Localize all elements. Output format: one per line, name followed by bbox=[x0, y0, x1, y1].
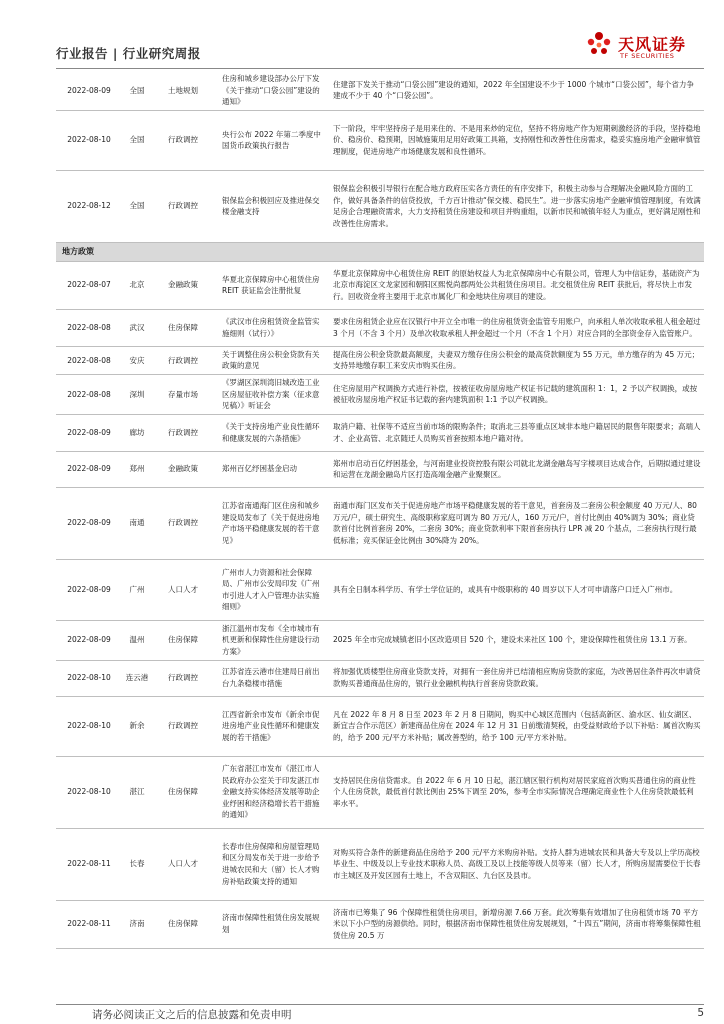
report-type-title: 行业报告 | 行业研究周报 bbox=[56, 46, 201, 61]
row-category: 行政调控 bbox=[152, 414, 214, 451]
row-policy-content: 要求住房租赁企业应在汉银行中开立全市唯一的住房租赁资金监管专用账户，向承租人单次收取承租人租金超过 3 个月（不含 3 个月）及单次收取承租人押金超过一个月（不含 1 个月）对应合同的全部资金存入监管账户。 bbox=[325, 309, 704, 346]
row-region: 武汉 bbox=[122, 309, 152, 346]
row-date: 2022-08-09 bbox=[56, 620, 122, 660]
row-policy-content: 住宅房屋用产权调换方式进行补偿，按被征收房屋房地产权证书记载的建筑面积 1：1，2 予以产权调换，或按被征收房屋房地产权证书记载的套内建筑面积 1:1 予以产权调换。 bbox=[325, 374, 704, 414]
table-row bbox=[56, 71, 704, 110]
policy-table bbox=[56, 71, 704, 949]
row-policy-content: 华夏北京保障房中心租赁住房 REIT 的原始权益人为北京保障房中心有限公司，管理人为中信证券，基础资产为北京市海淀区文龙家园和朝阳区熙悦尚郡两处公共租赁住房项目。北交租赁住房 REIT 获批后，将尽快上市发行。回收资金将主要用于北京市属化厂和金地块住房项目的建设。 bbox=[325, 261, 704, 309]
row-date: 2022-08-10 bbox=[56, 660, 122, 696]
row-date: 2022-08-09 bbox=[56, 487, 122, 559]
row-region: 北京 bbox=[122, 261, 152, 309]
table-row bbox=[56, 346, 704, 374]
row-category: 金融政策 bbox=[152, 451, 214, 487]
row-date: 2022-08-08 bbox=[56, 374, 122, 414]
row-category: 行政调控 bbox=[152, 170, 214, 242]
row-date: 2022-08-12 bbox=[56, 170, 122, 242]
table-row bbox=[56, 374, 704, 414]
row-policy-name: 住房和城乡建设部办公厅下发《关于推动“口袋公园”建设的通知》 bbox=[214, 71, 325, 110]
row-policy-content: 济南市已筹集了 96 个保障性租赁住房项目，新增房源 7.66 万套。此次筹集有效增加了住房租赁市场 70 平方米以下小户型的房源供给。同时，根据济南市保障性租赁住房发展规划，“十四五”期间，济南市将筹集保障性租赁住房 20.5 万 bbox=[325, 900, 704, 948]
row-policy-name: 《武汉市住房租赁资金监管实施细则（试行）》 bbox=[214, 309, 325, 346]
table-row bbox=[56, 900, 704, 948]
row-policy-content: 2025 年全市完成城镇老旧小区改造项目 520 个，建设未来社区 100 个，建设保障性租赁住房 13.1 万套。 bbox=[325, 620, 704, 660]
row-policy-content: 南通市海门区发布关于促进房地产市场平稳健康发展的若干意见，首套房及二套房公积金额度 40 万元/人、80 万元/户，硕士研究生、高级职称家庭可调为 80 万元/人，160 万元/户，首付比例由 40%调为 30%；商业贷款首付比例首套房 20%，二套房 30%；商业贷款利率下限首套房执行 LPR 减 20 个基点，二套房执行现行最低标准；竞买保证金比例由 30%降为 20%。 bbox=[325, 487, 704, 559]
row-category: 行政调控 bbox=[152, 660, 214, 696]
row-date: 2022-08-10 bbox=[56, 756, 122, 828]
row-date: 2022-08-08 bbox=[56, 346, 122, 374]
row-category: 住房保障 bbox=[152, 756, 214, 828]
row-category: 行政调控 bbox=[152, 346, 214, 374]
table-row bbox=[56, 756, 704, 828]
disclaimer-text: 请务必阅读正文之后的信息披露和免责申明 bbox=[92, 1009, 292, 1021]
row-category: 土地规划 bbox=[152, 71, 214, 110]
row-policy-content: 具有全日制本科学历、有学士学位证的，或具有中级职称的 40 周岁以下人才可申请落户口迁入广州市。 bbox=[325, 559, 704, 620]
brand-subtitle: TF SECURITIES bbox=[620, 52, 675, 60]
row-region: 连云港 bbox=[122, 660, 152, 696]
brand-logo-icon bbox=[584, 30, 614, 60]
row-region: 安庆 bbox=[122, 346, 152, 374]
row-policy-name: 央行公布 2022 年第二季度中国货币政策执行报告 bbox=[214, 110, 325, 170]
row-policy-content: 凡在 2022 年 8 月 8 日至 2023 年 2 月 8 日期间，购买中心城区范围内（包括高新区、渝水区、仙女湖区、新宜吉合作示范区）新建商品住房在 2024 年 12 月 31 日前缴清契税，由受益财政给予以下补贴：属首次购买的，给予 200 元/平方米补贴；属改善型的，给予 100 元/平方米补贴。 bbox=[325, 696, 704, 756]
row-date: 2022-08-09 bbox=[56, 451, 122, 487]
row-policy-name: 江苏省南通海门区住房和城乡建设局发布了《关于促进房地产市场平稳健康发展的若干意见》 bbox=[214, 487, 325, 559]
row-date: 2022-08-08 bbox=[56, 309, 122, 346]
table-row bbox=[56, 660, 704, 696]
table-row bbox=[56, 451, 704, 487]
table-row bbox=[56, 110, 704, 170]
section-row bbox=[56, 242, 704, 261]
row-category: 住房保障 bbox=[152, 620, 214, 660]
row-category: 行政调控 bbox=[152, 696, 214, 756]
row-policy-name: 银保监会积极回应及推进保交楼金融支持 bbox=[214, 170, 325, 242]
row-region: 广州 bbox=[122, 559, 152, 620]
row-category: 住房保障 bbox=[152, 900, 214, 948]
row-region: 郑州 bbox=[122, 451, 152, 487]
row-region: 深圳 bbox=[122, 374, 152, 414]
row-category: 行政调控 bbox=[152, 110, 214, 170]
row-date: 2022-08-09 bbox=[56, 559, 122, 620]
row-region: 济南 bbox=[122, 900, 152, 948]
row-date: 2022-08-09 bbox=[56, 71, 122, 110]
row-policy-content: 将加强优质楼型住房商业贷款支持，对拥有一套住房并已结清相应购房贷款的家庭，为改善居住条件再次申请贷款购买普通商品住房的，银行业金融机构执行首套房贷款政策。 bbox=[325, 660, 704, 696]
row-policy-content: 郑州市启动百亿纾困基金，与河南建业投资控股有限公司就北龙湖金融岛写字楼项目达成合作，后期拟通过建设和运营在龙湖金融岛片区打造高端金融产业聚聚区。 bbox=[325, 451, 704, 487]
row-policy-name: 《关于支持房地产业良性循环和健康发展的六条措施》 bbox=[214, 414, 325, 451]
row-policy-name: 济南市保障性租赁住房发展规划 bbox=[214, 900, 325, 948]
row-region: 温州 bbox=[122, 620, 152, 660]
table-row bbox=[56, 487, 704, 559]
row-policy-content: 对购买符合条件的新建商品住房给予 200 元/平方米购房补贴。支持人群为进城农民和具备大专及以上学历高校毕业生、中级及以上专业技术职称人员、高级工及以上技能等级人员等来（留）长人才，所购房屋需要位于长春市主城区及开发区园有土地上，不含双阳区、九台区及县市。 bbox=[325, 828, 704, 900]
row-policy-content: 银保监会积极引导银行在配合地方政府压实各方责任的有序安排下，积极主动参与合理解决金融风险方面的工作，做好具备条件的信贷投放，千方百计推动“保交楼、稳民生”。进一步落实房地产金融审慎管理制度，有效满足房企合理融资需求，大力支持租赁住房建设和项目并购重组，以新市民和城镇年轻人为重点，更好满足刚性和改善性住房需求。 bbox=[325, 170, 704, 242]
row-policy-content: 提高住房公积金贷款最高额度，夫妻双方缴存住房公积金的最高贷款额度为 55 万元，单方缴存的为 45 万元；支持异地缴存职工来安庆市购买住房。 bbox=[325, 346, 704, 374]
row-category: 人口人才 bbox=[152, 559, 214, 620]
row-policy-content: 取消户籍、社保等不适应当前市场的限购条件；取消北三县等重点区域非本地户籍居民的限售年限要求；高端人才、企业高管、北京随迁人员购买首套按照本地户籍对待。 bbox=[325, 414, 704, 451]
row-policy-name: 《罗湖区深圳湾旧城改造工业区房屋征收补偿方案（征求意见稿）》听证会 bbox=[214, 374, 325, 414]
row-region: 全国 bbox=[122, 110, 152, 170]
row-region: 全国 bbox=[122, 170, 152, 242]
row-category: 存量市场 bbox=[152, 374, 214, 414]
table-row bbox=[56, 309, 704, 346]
national-policy-rows bbox=[56, 71, 704, 242]
row-policy-name: 关于调整住房公积金贷款有关政策的意见 bbox=[214, 346, 325, 374]
page-number: 5 bbox=[697, 1007, 704, 1019]
row-policy-content: 下一阶段，牢牢坚持房子是用来住的、不是用来炒的定位，坚持不将房地产作为短期刺激经济的手段，坚持稳地价、稳房价、稳预期，因城施策用足用好政策工具箱，支持刚性和改善性住房需求，稳妥实施房地产金融审慎管理制度，促进房地产市场健康发展和良性循环。 bbox=[325, 110, 704, 170]
row-policy-name: 浙江温州市发布《全市城市有机更新和保障性住房建设行动方案》 bbox=[214, 620, 325, 660]
table-row bbox=[56, 414, 704, 451]
header-divider bbox=[56, 68, 704, 69]
row-policy-name: 长春市住房保障和房屋管理局和区分局发布关于进一步给予进城农民和大（留）长人才购房补贴政策支持的通知 bbox=[214, 828, 325, 900]
row-region: 新余 bbox=[122, 696, 152, 756]
local-policy-rows bbox=[56, 261, 704, 948]
row-policy-name: 江苏省连云港市住建局日前出台九条稳楼市措施 bbox=[214, 660, 325, 696]
row-date: 2022-08-09 bbox=[56, 414, 122, 451]
table-row bbox=[56, 620, 704, 660]
footer-divider bbox=[56, 1004, 704, 1005]
row-date: 2022-08-07 bbox=[56, 261, 122, 309]
row-category: 行政调控 bbox=[152, 487, 214, 559]
row-policy-content: 住建部下发关于推动“口袋公园”建设的通知，2022 年全国建设不少于 1000 个城市“口袋公园”，每个省力争建成不少于 40 个“口袋公园”。 bbox=[325, 71, 704, 110]
row-region: 长春 bbox=[122, 828, 152, 900]
row-region: 廊坊 bbox=[122, 414, 152, 451]
row-category: 住房保障 bbox=[152, 309, 214, 346]
row-date: 2022-08-10 bbox=[56, 110, 122, 170]
row-policy-name: 广东省湛江市发布《湛江市人民政府办公室关于印发湛江市金融支持实体经济发展等助企业纾困和经济稳增长若干措施的通知》 bbox=[214, 756, 325, 828]
row-date: 2022-08-11 bbox=[56, 828, 122, 900]
table-row bbox=[56, 696, 704, 756]
table-row bbox=[56, 828, 704, 900]
row-region: 湛江 bbox=[122, 756, 152, 828]
page-header bbox=[56, 35, 704, 68]
row-policy-name: 广州市人力资源和社会保障局、广州市公安局印发《广州市引进人才入户管理办法实施细则》 bbox=[214, 559, 325, 620]
row-policy-content: 支持居民住房信贷需求。自 2022 年 6 月 10 日起，湛江辖区银行机构对居民家庭首次购买普通住房的商业性个人住房贷款，最低首付款比例由 25%下调至 20%，参考全市实际情况合理确定商业性个人住房贷款最低利率水平。 bbox=[325, 756, 704, 828]
row-date: 2022-08-11 bbox=[56, 900, 122, 948]
row-category: 人口人才 bbox=[152, 828, 214, 900]
row-category: 金融政策 bbox=[152, 261, 214, 309]
row-policy-name: 江西省新余市发布《新余市促进房地产业良性循环和健康发展的若干措施》 bbox=[214, 696, 325, 756]
table-row bbox=[56, 261, 704, 309]
brand-name: 天风证券 bbox=[618, 35, 687, 54]
row-policy-name: 华夏北京保障房中心租赁住房 REIT 获证监会注册批复 bbox=[214, 261, 325, 309]
row-region: 全国 bbox=[122, 71, 152, 110]
brand-logo bbox=[564, 30, 704, 70]
row-region: 南通 bbox=[122, 487, 152, 559]
section-header bbox=[56, 242, 704, 261]
table-row bbox=[56, 559, 704, 620]
row-date: 2022-08-10 bbox=[56, 696, 122, 756]
section-title: 地方政策 bbox=[56, 242, 704, 261]
table-row bbox=[56, 170, 704, 242]
row-policy-name: 郑州百亿纾困基金启动 bbox=[214, 451, 325, 487]
